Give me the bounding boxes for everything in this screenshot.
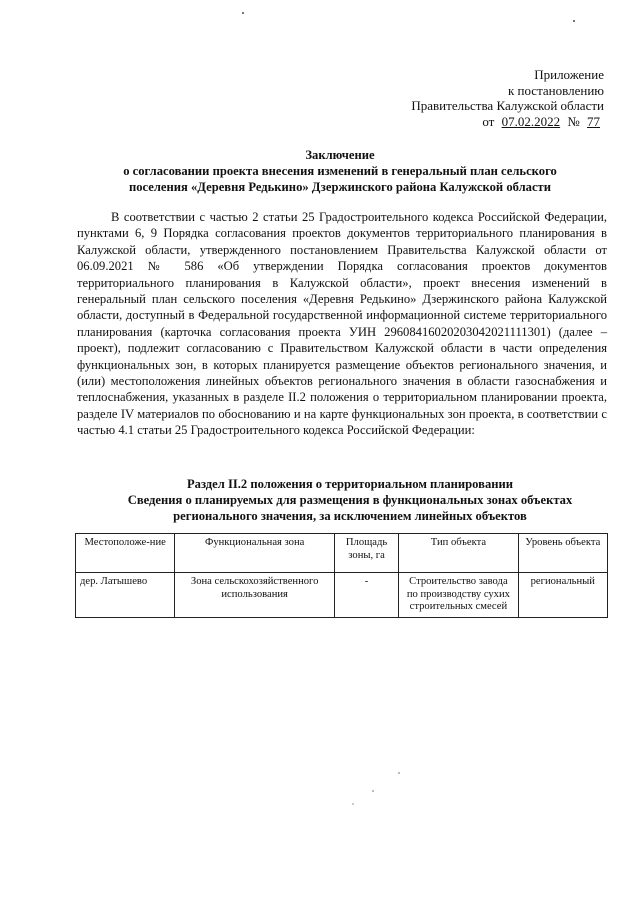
scan-speck (352, 803, 354, 805)
appendix-resolution: к постановлению (507, 82, 604, 98)
column-header-object-level: Уровень объекта (518, 534, 607, 573)
column-header-location: Местоположе-ние (76, 534, 175, 573)
section-line-2: Сведения о планируемых для размещения в функциональных зонах объектах (127, 493, 573, 507)
scan-speck (573, 20, 575, 22)
cell-zone: Зона сельскохозяйственного использования (175, 573, 335, 618)
date-prefix: от (482, 113, 495, 129)
title-line-2: о согласовании проекта внесения изменений в генеральный план сельского (123, 164, 557, 178)
table-header-row (76, 534, 608, 573)
appendix-title: Приложение (534, 67, 604, 82)
cell-location: дер. Латышево (76, 573, 175, 618)
column-header-object-type: Тип объекта (399, 534, 518, 573)
table-row (76, 573, 608, 618)
appendix-date-line (411, 114, 604, 130)
appendix-date: 07.02.2022 (501, 113, 561, 129)
document-title (60, 147, 620, 195)
section-line-3: регионального значения, за исключением линейных объектов (173, 509, 527, 523)
scan-speck (398, 772, 400, 774)
scan-speck (242, 12, 244, 14)
title-line-1: Заключение (305, 148, 375, 162)
appendix-block (411, 67, 604, 129)
cell-object-level: региональный (518, 573, 607, 618)
number-prefix: № (567, 113, 580, 129)
title-line-3: поселения «Деревня Редькино» Дзержинского района Калужской области (128, 180, 551, 194)
cell-area: - (334, 573, 398, 618)
appendix-government: Правительства Калужской области (411, 98, 604, 113)
section-title (70, 476, 630, 524)
column-header-zone: Функциональная зона (175, 534, 335, 573)
body-paragraph: В соответствии с частью 2 статьи 25 Градостроительного кодекса Российской Федерации, пунктами 6, 9 Порядка согласования проектов документов территориального планирования в Калужской области, утвержденного постановлением Правительства Калужской области от 06.09.2021 № 586 «Об утверждении Порядка согласования проектов документов территориального планирования в Калужской области», проект внесения изменений в генеральный план сельского поселения «Деревня Редькино» Дзержинского района Калужской области, доступный в Федеральной государственной информационной системе территориального планирования (карточка согласования проекта УИН 29608416020203042021111301) (далее – проект), подлежит согласованию с Правительством Калужской области в части определения функциональных зон, в которых планируется размещение объектов регионального значения, и (или) местоположения линейных объектов регионального значения в области газоснабжения и теплоснабжения, указанных в разделе II.2 положения о территориальном планировании проекта, разделе IV материалов по обоснованию и на карте функциональных зон проекта, в соответствии с частью 4.1 статьи 25 Градостроительного кодекса Российской Федерации: (77, 210, 607, 438)
section-line-1: Раздел II.2 положения о территориальном планировании (186, 477, 514, 491)
scan-speck (372, 790, 374, 792)
column-header-area: Площадь зоны, га (334, 534, 398, 573)
zones-table (75, 533, 608, 618)
cell-object-type: Строительство завода по производству сухих строительных смесей (399, 573, 518, 618)
appendix-number: 77 (587, 113, 600, 129)
